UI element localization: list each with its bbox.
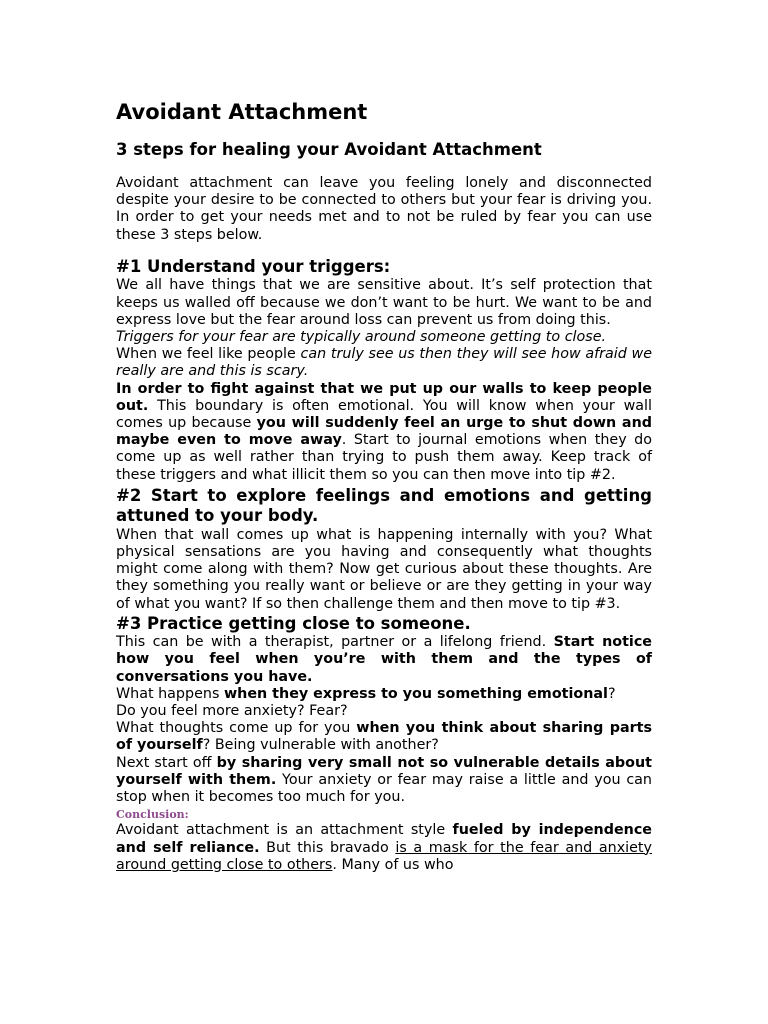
step1-italic-text: Triggers for your fear are typically around someone getting to close. [116, 328, 607, 345]
step1-see-paragraph [116, 346, 652, 380]
step1-see-italic: can truly see us then they will see how afraid we really are and this is scary. [116, 346, 652, 380]
step1-paragraph: We all have things that we are sensitive about. It’s self protection that keeps us walled off because we don’t want to be hurt. We want to be and express love but the fear around loss can prevent us from doing this. [116, 277, 652, 328]
step3-paragraph-4 [116, 720, 652, 754]
step2-heading: #2 Start to explore feelings and emotions and getting attuned to your body. [116, 485, 652, 526]
page-title: Avoidant Attachment [116, 100, 368, 124]
step3-paragraph-5 [116, 755, 652, 807]
conclusion-text-e: . Many of us who [332, 856, 454, 873]
step3-paragraph-3: Do you feel more anxiety? Fear? [116, 703, 348, 720]
conclusion-text-a: Avoidant attachment is an attachment style [116, 822, 453, 839]
step3-paragraph-2 [116, 686, 652, 703]
step3-p5-text: Next start off [116, 754, 217, 771]
step3-heading: #3 Practice getting close to someone. [116, 613, 471, 633]
conclusion-bold: fueled by independence and self reliance. [116, 822, 652, 856]
step3-p4-text: What thoughts come up for you [116, 720, 357, 737]
step3-p1-bold: Start notice how you feel when you’re with them and the types of conversations you have. [116, 634, 652, 685]
document-page [116, 98, 652, 874]
step1-italic-line [116, 329, 652, 346]
step1-journal-text: . Start to journal emotions when they do come up as well rather than trying to push them away. Keep track of these triggers and what illicit them so you can then move into tip #2. [116, 432, 653, 483]
step1-heading: #1 Understand your triggers: [116, 256, 391, 276]
step3-p5-end: Your anxiety or fear may raise a little and you can stop when it becomes too much for you. [116, 771, 652, 806]
step3-p5-bold: by sharing very small not so vulnerable details about yourself with them. [116, 754, 652, 788]
conclusion-underline: is a mask for the fear and anxiety around getting close to others [116, 839, 652, 873]
step3-p4-end: ? Being vulnerable with another? [202, 737, 439, 754]
step3-p2-text: What happens [116, 685, 224, 702]
step1-walls-bold: In order to fight against that we put up our walls to keep people out. [116, 380, 652, 414]
step1-walls-paragraph [116, 381, 652, 484]
intro-paragraph: Avoidant attachment can leave you feeling lonely and disconnected despite your desire to be connected to others but your fear is driving you. In order to get your needs met and to not be ruled by fear you can use these 3 steps below. [116, 175, 652, 243]
step1-urge-bold: you will suddenly feel an urge to shut down and maybe even to move away [116, 414, 652, 449]
page-subtitle: 3 steps for healing your Avoidant Attachment [116, 140, 542, 159]
conclusion-text-c: But this bravado [259, 839, 396, 856]
step3-p2-bold: when they express to you something emotional [223, 685, 608, 702]
step1-see-lead: When we feel like people [116, 346, 301, 363]
step2-paragraph: When that wall comes up what is happening internally with you? What physical sensations are you having and consequently what thoughts might come along with them? Now get curious about these thoughts. Are they something you really want or believe or are they getting in your way of what you want? If so then challenge them and then move to tip #3. [116, 526, 652, 612]
step3-p2-end: ? [607, 685, 616, 702]
conclusion-paragraph [116, 822, 652, 874]
conclusion-label: Conclusion: [116, 808, 189, 822]
step1-walls-text: This boundary is often emotional. You will know when your wall comes up because [116, 397, 652, 431]
step3-p4-bold: when you think about sharing parts of yourself [116, 720, 652, 754]
step3-p1-text: This can be with a therapist, partner or a lifelong friend. [116, 634, 554, 651]
step3-paragraph-1 [116, 634, 652, 686]
